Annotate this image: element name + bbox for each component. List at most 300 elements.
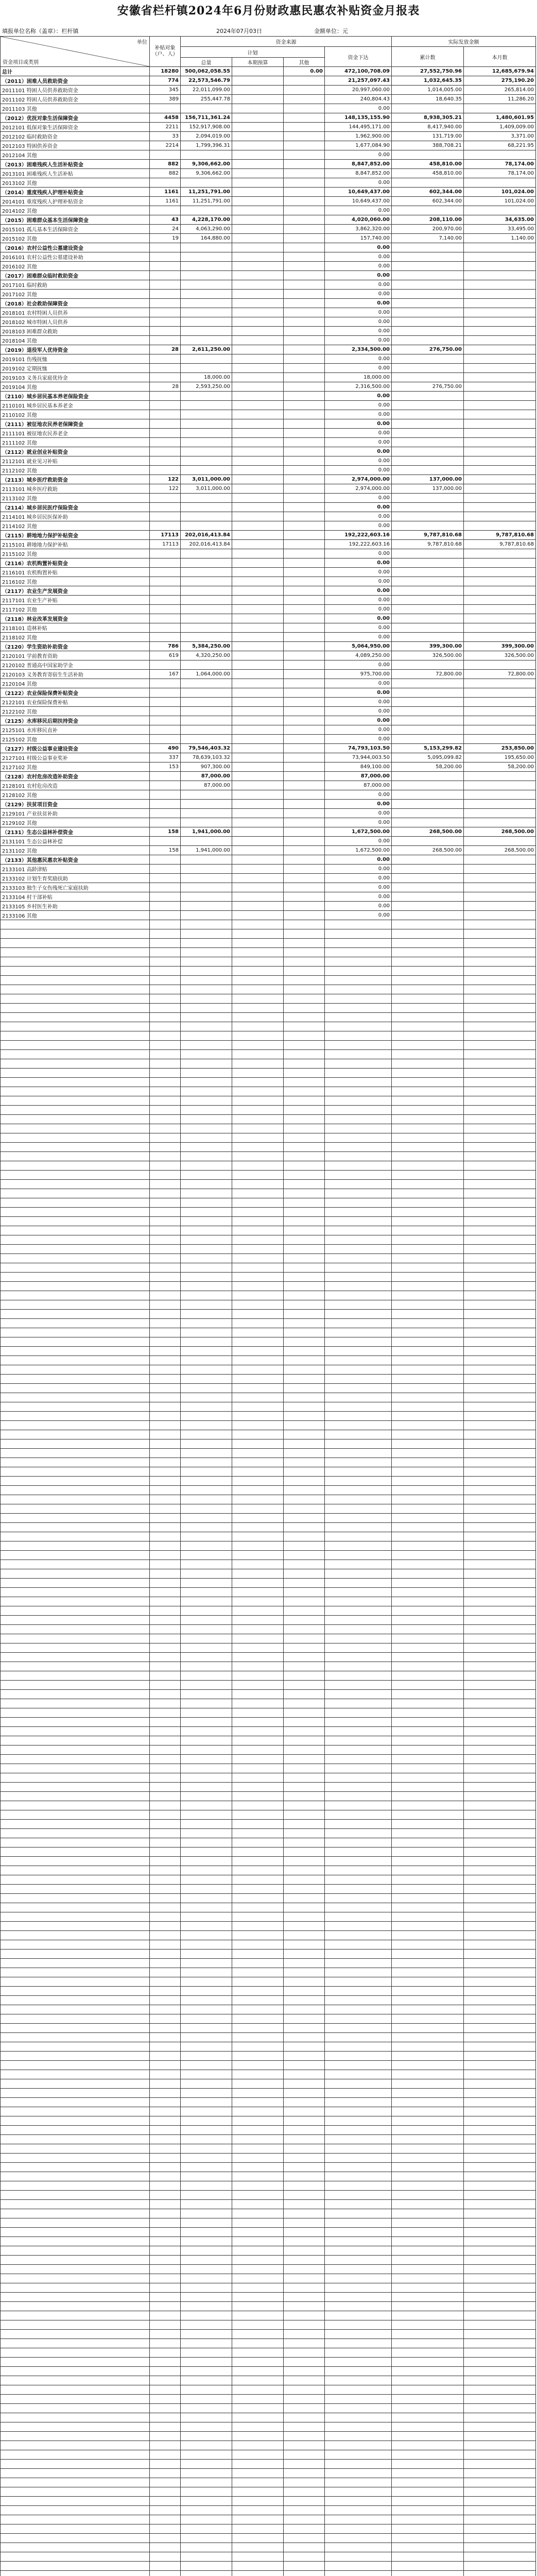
empty-cell [1, 976, 150, 985]
empty-row [1, 2246, 536, 2256]
empty-cell [181, 976, 232, 985]
cell-plan-total: 11,251,791.00 [181, 188, 232, 197]
empty-cell [1, 1606, 150, 1616]
empty-cell [284, 1337, 325, 1347]
empty-cell [1, 1699, 150, 1708]
group-row [1, 503, 536, 512]
empty-cell [181, 1504, 232, 1514]
empty-cell [150, 1569, 181, 1579]
empty-cell [232, 1597, 284, 1606]
cell-actual-total: 0.00 [325, 456, 392, 466]
empty-row [1, 2107, 536, 2116]
empty-cell [181, 1198, 232, 1208]
cell-name: 2113101 城乡医疗救助 [1, 484, 150, 494]
empty-cell [150, 2191, 181, 2200]
cell-name: （2125）水库移民后期扶持资金 [1, 716, 150, 725]
cell-actual-total: 0.00 [325, 410, 392, 419]
empty-cell [284, 2126, 325, 2135]
cell-name: （2112）就业创业补贴资金 [1, 447, 150, 456]
empty-cell [464, 2515, 536, 2524]
empty-cell [325, 1569, 392, 1579]
cell-plan-other [284, 865, 325, 874]
empty-cell [1, 2441, 150, 2450]
cell-plan-total [181, 466, 232, 475]
cell-cum: 276,750.00 [392, 382, 464, 392]
empty-cell [150, 1143, 181, 1152]
cell-cum [392, 466, 464, 475]
empty-cell [284, 2283, 325, 2293]
empty-cell [325, 994, 392, 1004]
empty-cell [464, 2487, 536, 2497]
cell-people: 2214 [150, 141, 181, 150]
cell-cum [392, 772, 464, 781]
cell-plan-total [181, 735, 232, 744]
empty-cell [325, 2218, 392, 2228]
empty-cell [181, 1662, 232, 1671]
empty-cell [232, 1217, 284, 1226]
empty-cell [150, 1801, 181, 1810]
empty-row [1, 1681, 536, 1690]
empty-cell [284, 1987, 325, 1996]
empty-cell [232, 1096, 284, 1106]
empty-cell [464, 2237, 536, 2246]
cell-people [150, 809, 181, 818]
empty-cell [150, 1894, 181, 1903]
empty-row [1, 2552, 536, 2562]
cell-people [150, 790, 181, 800]
cell-people [150, 735, 181, 744]
empty-row [1, 1848, 536, 1857]
empty-row [1, 1569, 536, 1579]
empty-cell [232, 1653, 284, 1662]
empty-cell [284, 1115, 325, 1124]
cell-plan-budget [232, 577, 284, 586]
empty-cell [284, 1087, 325, 1096]
empty-cell [181, 1022, 232, 1031]
empty-row [1, 1708, 536, 1718]
empty-cell [1, 1643, 150, 1653]
empty-cell [181, 1486, 232, 1495]
empty-cell [150, 1263, 181, 1273]
empty-cell [1, 1690, 150, 1699]
empty-cell [392, 2320, 464, 2330]
empty-cell [464, 2218, 536, 2228]
empty-cell [464, 2144, 536, 2154]
empty-cell [392, 1783, 464, 1792]
empty-row [1, 1115, 536, 1124]
cell-actual-total: 0.00 [325, 392, 392, 401]
empty-row [1, 1337, 536, 1347]
empty-cell [1, 2376, 150, 2385]
empty-cell [284, 1495, 325, 1504]
cell-name: 2019103 义务兵家庭优待金 [1, 373, 150, 382]
cell-month [464, 447, 536, 456]
empty-row [1, 1412, 536, 1421]
empty-cell [325, 1393, 392, 1402]
table-row [1, 262, 536, 271]
empty-cell [150, 2246, 181, 2256]
empty-cell [181, 1235, 232, 1245]
empty-cell [181, 2042, 232, 2052]
empty-cell [181, 2098, 232, 2107]
empty-row [1, 1783, 536, 1792]
cell-plan-total [181, 818, 232, 827]
cell-name: （2017）困难群众临时救助资金 [1, 271, 150, 280]
empty-cell [392, 1328, 464, 1337]
empty-cell [284, 2413, 325, 2422]
empty-cell [232, 1745, 284, 1755]
cell-cum: 276,750.00 [392, 345, 464, 354]
empty-cell [1, 2070, 150, 2079]
empty-row [1, 1922, 536, 1931]
cell-month [464, 308, 536, 317]
empty-cell [232, 2571, 284, 2576]
empty-cell [232, 2385, 284, 2395]
cell-plan-other [284, 568, 325, 577]
empty-cell [232, 1365, 284, 1375]
empty-cell [181, 1848, 232, 1857]
cell-plan-other [284, 772, 325, 781]
cell-name: 2012103 特困供养资金 [1, 141, 150, 150]
cell-people: 28 [150, 345, 181, 354]
cell-name: （2018）社会救助保障资金 [1, 299, 150, 308]
cell-name: （2131）生态公益林补偿资金 [1, 827, 150, 837]
cell-plan-total: 152,917,908.00 [181, 123, 232, 132]
cell-actual-total: 157,740.00 [325, 234, 392, 243]
cell-actual-total: 4,089,250.00 [325, 651, 392, 660]
corner-bottom-label: 资金项目或类别 [3, 60, 39, 65]
empty-cell [1, 2552, 150, 2562]
empty-cell [464, 1087, 536, 1096]
empty-cell [464, 1912, 536, 1922]
cell-people: 18280 [150, 67, 181, 76]
empty-cell [325, 1950, 392, 1959]
empty-cell [1, 1004, 150, 1013]
cell-name: 2127101 村级公益事业奖补 [1, 753, 150, 762]
cell-plan-budget [232, 865, 284, 874]
cell-plan-other [284, 735, 325, 744]
cell-month [464, 503, 536, 512]
cell-plan-budget [232, 141, 284, 150]
empty-cell [325, 2126, 392, 2135]
empty-cell [232, 1171, 284, 1180]
cell-plan-total [181, 401, 232, 410]
cell-actual-total: 0.00 [325, 818, 392, 827]
empty-cell [464, 2293, 536, 2302]
cell-plan-total [181, 688, 232, 698]
empty-cell [464, 1041, 536, 1050]
empty-cell [325, 1829, 392, 1838]
empty-cell [284, 1977, 325, 1987]
empty-cell [1, 1551, 150, 1560]
table-row [1, 605, 536, 614]
empty-cell [464, 1829, 536, 1838]
cell-plan-total: 3,011,000.00 [181, 475, 232, 484]
filing-unit: 填报单位名称（盖章）：栏杆镇 [2, 28, 79, 35]
empty-cell [232, 1430, 284, 1439]
cell-month [464, 336, 536, 345]
empty-cell [325, 1848, 392, 1857]
cell-plan-budget [232, 707, 284, 716]
empty-cell [392, 1903, 464, 1912]
empty-cell [181, 1866, 232, 1875]
empty-cell [464, 2116, 536, 2126]
empty-cell [1, 2033, 150, 2042]
empty-cell [284, 2571, 325, 2576]
empty-cell [392, 1161, 464, 1171]
empty-cell [392, 2052, 464, 2061]
cell-cum [392, 503, 464, 512]
empty-cell [1, 1653, 150, 1662]
cell-people [150, 605, 181, 614]
cell-cum [392, 206, 464, 215]
empty-cell [181, 920, 232, 929]
empty-row [1, 2135, 536, 2144]
empty-cell [1, 1041, 150, 1050]
cell-name: （2019）退役军人优待资金 [1, 345, 150, 354]
cell-name: 2118102 其他 [1, 633, 150, 642]
cell-plan-total [181, 679, 232, 688]
empty-cell [150, 1931, 181, 1940]
cell-name: 2015101 孤儿基本生活保障资金 [1, 225, 150, 234]
cell-plan-budget [232, 698, 284, 707]
cell-cum [392, 456, 464, 466]
empty-cell [464, 2478, 536, 2487]
cell-people [150, 290, 181, 299]
empty-cell [232, 2469, 284, 2478]
empty-cell [150, 2293, 181, 2302]
empty-cell [1, 1013, 150, 1022]
empty-cell [392, 1671, 464, 1681]
cell-cum [392, 892, 464, 902]
empty-cell [392, 2571, 464, 2576]
empty-cell [150, 1857, 181, 1866]
empty-cell [232, 1532, 284, 1541]
cell-name: 2112101 就业见习补贴 [1, 456, 150, 466]
cell-plan-total: 22,573,546.79 [181, 76, 232, 86]
empty-cell [284, 2506, 325, 2515]
empty-cell [325, 1004, 392, 1013]
empty-cell [181, 1078, 232, 1087]
empty-cell [392, 1875, 464, 1885]
empty-cell [284, 1569, 325, 1579]
empty-cell [232, 1987, 284, 1996]
empty-cell [392, 1300, 464, 1310]
cell-plan-other [284, 892, 325, 902]
empty-cell [232, 1801, 284, 1810]
empty-cell [232, 1829, 284, 1838]
empty-cell [464, 1560, 536, 1569]
cell-name: （2114）城乡居民医疗保险资金 [1, 503, 150, 512]
empty-row [1, 1282, 536, 1291]
empty-cell [181, 1894, 232, 1903]
cell-name: 2115102 其他 [1, 549, 150, 558]
empty-cell [464, 1458, 536, 1467]
table-row [1, 484, 536, 494]
empty-cell [150, 1959, 181, 1968]
empty-cell [392, 1606, 464, 1616]
cell-name: （2129）扶贫项目资金 [1, 800, 150, 809]
empty-cell [464, 1124, 536, 1133]
cell-plan-budget [232, 809, 284, 818]
empty-cell [392, 1727, 464, 1736]
empty-row [1, 1263, 536, 1273]
cell-cum: 399,300.00 [392, 642, 464, 651]
empty-cell [232, 1671, 284, 1681]
table-row [1, 141, 536, 150]
cell-plan-other [284, 586, 325, 596]
empty-cell [1, 985, 150, 994]
empty-row [1, 1551, 536, 1560]
empty-cell [284, 1096, 325, 1106]
cell-people [150, 447, 181, 456]
empty-cell [181, 2061, 232, 2070]
empty-cell [392, 2283, 464, 2293]
empty-cell [325, 1477, 392, 1486]
empty-cell [325, 1699, 392, 1708]
empty-cell [1, 1764, 150, 1773]
cell-people [150, 354, 181, 364]
empty-cell [1, 1430, 150, 1439]
empty-cell [325, 1820, 392, 1829]
empty-cell [464, 1597, 536, 1606]
empty-cell [325, 2358, 392, 2367]
cell-name: 2133104 村干部补贴 [1, 892, 150, 902]
empty-cell [181, 2200, 232, 2209]
cell-name: （2012）优抚对象生活保障资金 [1, 113, 150, 123]
cell-people [150, 373, 181, 382]
empty-row [1, 2014, 536, 2024]
empty-cell [325, 2191, 392, 2200]
cell-actual-total: 192,222,603.16 [325, 531, 392, 540]
empty-cell [464, 1569, 536, 1579]
cell-name: 2019104 其他 [1, 382, 150, 392]
empty-cell [1, 2404, 150, 2413]
empty-cell [150, 1597, 181, 1606]
empty-cell [232, 1384, 284, 1393]
empty-cell [464, 1495, 536, 1504]
cell-plan-budget [232, 234, 284, 243]
cell-plan-budget [232, 429, 284, 438]
empty-cell [150, 2404, 181, 2413]
cell-plan-total [181, 698, 232, 707]
cell-plan-budget [232, 113, 284, 123]
empty-cell [181, 1551, 232, 1560]
empty-cell [464, 2376, 536, 2385]
empty-cell [392, 2358, 464, 2367]
empty-cell [150, 2302, 181, 2311]
cell-cum [392, 883, 464, 892]
empty-row [1, 2191, 536, 2200]
cell-plan-other [284, 327, 325, 336]
empty-cell [1, 1950, 150, 1959]
group-row [1, 113, 536, 123]
cell-actual-total: 0.00 [325, 290, 392, 299]
cell-actual-total: 0.00 [325, 902, 392, 911]
cell-name: 2012104 其他 [1, 150, 150, 160]
table-row [1, 512, 536, 521]
cell-name: 总计 [1, 67, 150, 76]
table-row [1, 623, 536, 633]
table-row [1, 735, 536, 744]
cell-cum: 131,719.00 [392, 132, 464, 141]
empty-cell [181, 1792, 232, 1801]
empty-cell [284, 2172, 325, 2181]
empty-cell [325, 2441, 392, 2450]
empty-cell [325, 1235, 392, 1245]
cell-name: 2122101 农业保险保费补贴 [1, 698, 150, 707]
cell-plan-other [284, 141, 325, 150]
empty-cell [284, 920, 325, 929]
empty-cell [325, 2478, 392, 2487]
table-row [1, 308, 536, 317]
cell-month: 101,024.00 [464, 188, 536, 197]
empty-cell [232, 2497, 284, 2506]
empty-cell [150, 1291, 181, 1300]
empty-cell [325, 1337, 392, 1347]
empty-cell [284, 1764, 325, 1773]
empty-cell [284, 1375, 325, 1384]
empty-cell [181, 2154, 232, 2163]
empty-cell [1, 1356, 150, 1365]
empty-cell [325, 1347, 392, 1356]
empty-cell [392, 2515, 464, 2524]
empty-cell [392, 1653, 464, 1662]
empty-cell [181, 2033, 232, 2042]
cell-name: 2018103 困难群众救助 [1, 327, 150, 336]
cell-plan-budget [232, 290, 284, 299]
cell-people [150, 781, 181, 790]
empty-cell [1, 1152, 150, 1161]
empty-cell [284, 1606, 325, 1616]
empty-row [1, 2404, 536, 2413]
cell-cum: 208,110.00 [392, 215, 464, 225]
cell-plan-total [181, 605, 232, 614]
group-row [1, 688, 536, 698]
empty-cell [232, 1968, 284, 1977]
cell-month [464, 438, 536, 447]
empty-cell [150, 976, 181, 985]
group-row [1, 243, 536, 252]
empty-cell [1, 2237, 150, 2246]
cell-plan-other [284, 818, 325, 827]
empty-cell [150, 1412, 181, 1421]
empty-cell [181, 939, 232, 948]
empty-cell [232, 1477, 284, 1486]
empty-cell [392, 1254, 464, 1263]
empty-cell [150, 1254, 181, 1263]
empty-cell [150, 2033, 181, 2042]
empty-cell [150, 1300, 181, 1310]
cell-people [150, 707, 181, 716]
empty-cell [232, 920, 284, 929]
empty-cell [284, 1616, 325, 1625]
empty-row [1, 1273, 536, 1282]
cell-actual-total: 87,000.00 [325, 772, 392, 781]
cell-people [150, 660, 181, 670]
empty-row [1, 1421, 536, 1430]
cell-actual-total: 0.00 [325, 364, 392, 373]
cell-plan-budget [232, 614, 284, 623]
empty-cell [392, 1968, 464, 1977]
cell-plan-total: 3,011,000.00 [181, 484, 232, 494]
empty-cell [392, 1347, 464, 1356]
cell-plan-total [181, 456, 232, 466]
empty-cell [150, 1449, 181, 1458]
empty-cell [464, 2061, 536, 2070]
empty-cell [464, 1745, 536, 1755]
empty-cell [1, 2543, 150, 2552]
